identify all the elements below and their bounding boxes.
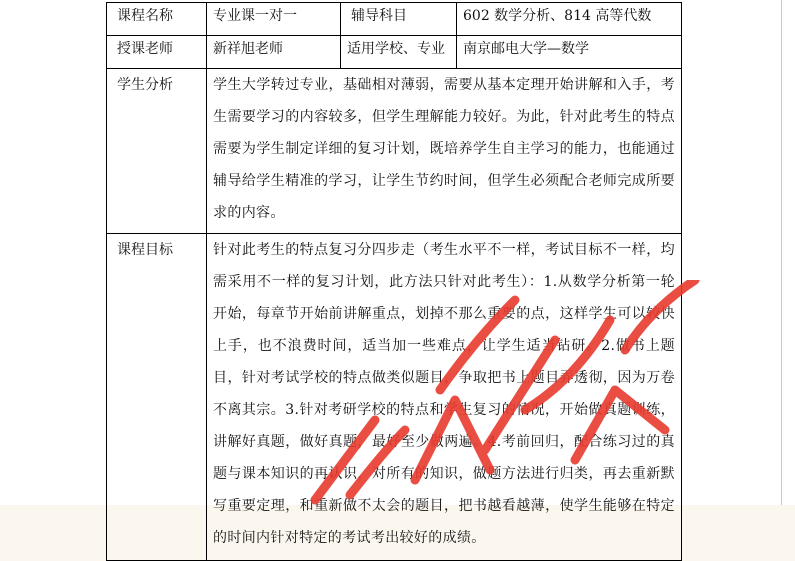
course-goal-paragraph: 针对此考生的特点复习分四步走（考生水平不一样，考试目标不一样，均需采用不一样的复习计划，此方法只针对此考生）：1.从数学分析第一轮开始，每章节开始前讲解重点，划掉不那么重要的点，这样学生可以较快上手，也不浪费时间，适当加一些难点，让学生适当钻研。2.做书上题目，针对考试学校的特点做类似题目，争取把书上题目弄透彻，因为万卷不离其宗。3.针对考研学校的特点和学生复习的情况，开始做真题训练，讲解好真题，做好真题，最好至少做两遍。4.考前回归，配合练习过的真题与课本知识的再认识，对所有的知识，做题方法进行归类，再去重新默写重要定理，和重新做不太会的题目，把书越看越薄，使学生能够在特定的时间内针对特定的考试考出较好的成绩。	[213, 242, 675, 546]
table-row	[107, 69, 682, 234]
label-course-goal: 课程目标	[107, 234, 207, 561]
subject-value: 602 数学分析、814 高等代数	[457, 3, 682, 36]
course-goal-text	[207, 234, 682, 561]
table-row	[107, 234, 682, 561]
course-plan-table	[106, 2, 682, 561]
student-analysis-paragraph: 学生大学转过专业，基础相对薄弱，需要从基本定理开始讲解和入手，考生需要学习的内容较多，但学生理解能力较好。为此，针对此考生的特点需要为学生制定详细的复习计划，既培养学生自主学习的能力，也能通过辅导给学生精准的学习，让学生节约时间，但学生必须配合老师完成所要求的内容。	[213, 77, 675, 221]
label-subject: 辅导科目	[341, 3, 457, 36]
label-school-major: 适用学校、专业	[341, 36, 457, 69]
table-row	[107, 36, 682, 69]
page-edge-line	[781, 0, 782, 505]
label-student-analysis: 学生分析	[107, 69, 207, 234]
table-row	[107, 3, 682, 36]
label-course-name: 课程名称	[107, 3, 207, 36]
teacher-value: 新祥旭老师	[207, 36, 341, 69]
school-major-value: 南京邮电大学—数学	[457, 36, 682, 69]
student-analysis-text	[207, 69, 682, 234]
label-teacher: 授课老师	[107, 36, 207, 69]
course-name-value: 专业课一对一	[207, 3, 341, 36]
